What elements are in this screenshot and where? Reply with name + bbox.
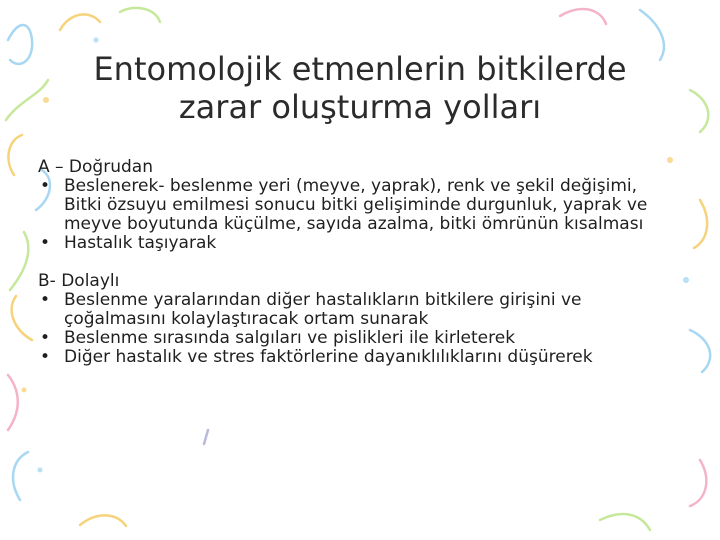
section-direct — [38, 158, 678, 253]
section-heading: B- Dolaylı — [38, 271, 120, 291]
bullet-list — [38, 291, 678, 367]
list-item: • Beslenme yaralarından diğer hastalıkların bitkilere girişini ve çoğalmasını kolaylaştıracak ortam sunarak — [38, 291, 678, 329]
list-item: • Diğer hastalık ve stres faktörlerine dayanıklılıklarını düşürerek — [38, 348, 678, 367]
slide-body — [38, 158, 678, 367]
section-indirect — [38, 272, 678, 367]
title-line-1: Entomolojik etmenlerin bitkilerde — [93, 50, 627, 88]
list-item: • Beslenerek- beslenme yeri (meyve, yaprak), renk ve şekil değişimi, Bitki özsuyu emilmesi sonucu bitki gelişiminde durgunluk, yaprak ve meyve boyutunda küçülme, sayıda azalma, bitki ömrünün kısalması — [38, 177, 678, 234]
section-heading: A – Doğrudan — [38, 157, 153, 177]
list-item: • Hastalık taşıyarak — [38, 234, 678, 253]
list-item: • Beslenme sırasında salgıları ve pislikleri ile kirleterek — [38, 329, 678, 348]
bullet-list — [38, 177, 678, 253]
slide-title — [40, 50, 680, 126]
title-line-2: zarar oluşturma yolları — [178, 88, 542, 126]
